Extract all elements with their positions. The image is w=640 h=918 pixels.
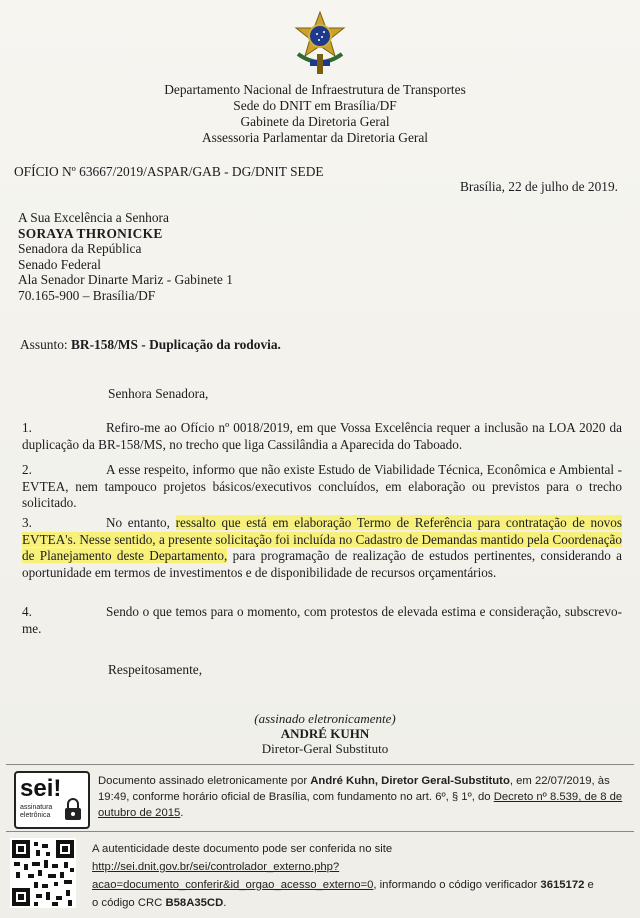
qr-code-icon bbox=[10, 838, 76, 908]
paragraph-text: A esse respeito, informo que não existe Estudo de Viabilidade Técnica, Econômica e Ambiental - EVTEA, nem tampouco projetos básicos/executivos concluídos, em elaboração ou previstos para o trecho solicitado. bbox=[22, 462, 622, 510]
recipient-org: Senado Federal bbox=[18, 256, 101, 272]
paragraph-text: No entanto, bbox=[106, 515, 176, 530]
sei-logo-caption bbox=[20, 804, 52, 820]
subject-label: Assunto: bbox=[20, 337, 68, 352]
sei-text: . bbox=[180, 807, 184, 819]
sei-signer: André Kuhn, Diretor Geral-Substituto bbox=[310, 775, 510, 787]
recipient-name: SORAYA THRONICKE bbox=[18, 225, 163, 241]
lock-icon bbox=[63, 797, 83, 821]
sei-logo bbox=[14, 771, 90, 829]
verification-line: e bbox=[584, 879, 594, 891]
verification-text bbox=[92, 840, 632, 912]
recipient-block bbox=[18, 210, 233, 303]
verification-line: A autenticidade deste documento pode ser conferida no site bbox=[92, 843, 393, 855]
signer-title: Diretor-Geral Substituto bbox=[261, 741, 389, 756]
highlighted-text: ressalto que está em elaboração Termo de Referência para contratação de novos EVTEA's. Nesse sentido, a presente solicitação foi incluída no Cadastro de Demandas mantido pela Coordenação de Planejamento deste Departamento, bbox=[22, 515, 623, 563]
header-line: Gabinete da Diretoria Geral bbox=[240, 114, 390, 129]
paragraph-number: 2. bbox=[22, 462, 32, 477]
letterhead bbox=[150, 82, 480, 146]
paragraph-text: Sendo o que temos para o momento, com protestos de elevada estima e consideração, subscrevo-me. bbox=[22, 604, 622, 636]
paragraph-1 bbox=[22, 420, 622, 453]
letter-date: Brasília, 22 de julho de 2019. bbox=[459, 179, 618, 194]
brazil-coat-of-arms-icon bbox=[290, 10, 350, 80]
signature-note: (assinado eletronicamente) bbox=[254, 711, 396, 726]
subject-line bbox=[20, 337, 281, 353]
paragraph-3 bbox=[22, 515, 622, 581]
paragraph-text: para programação de realização de estudos pertinentes, considerando a oportunidade em termos de investimentos e de disponibilidade de recursos orçamentários. bbox=[22, 548, 622, 580]
decree-link[interactable]: Decreto nº 8.539, de 8 de outubro de 2015 bbox=[98, 791, 623, 819]
header-line: Departamento Nacional de Infraestrutura de Transportes bbox=[164, 82, 466, 97]
oficio-number: OFÍCIO Nº 63667/2019/ASPAR/GAB - DG/DNIT SEDE bbox=[14, 164, 324, 179]
sei-signature-box bbox=[6, 764, 634, 832]
recipient-address: Ala Senador Dinarte Mariz - Gabinete 1 bbox=[18, 272, 233, 287]
paragraph-text: Refiro-me ao Ofício nº 0018/2019, em que Vossa Excelência requer a inclusão na LOA 2020 da duplicação da BR-158/MS, no trecho que liga Cassilândia a Aparecida do Taboado. bbox=[22, 420, 622, 452]
verification-code: 3615172 bbox=[540, 879, 585, 891]
verification-line: o código CRC bbox=[92, 897, 166, 909]
closing: Respeitosamente, bbox=[108, 662, 203, 677]
paragraph-number: 1. bbox=[22, 420, 32, 435]
paragraph-number: 3. bbox=[22, 515, 32, 530]
sei-signature-text bbox=[98, 773, 630, 821]
signer-name: ANDRÉ KUHN bbox=[280, 726, 370, 741]
subject-text: BR-158/MS - Duplicação da rodovia. bbox=[70, 337, 281, 352]
paragraph-4 bbox=[22, 604, 622, 637]
verification-line: . bbox=[223, 897, 227, 909]
sei-text: , em 22/07/2019, às 19:49, conforme horário oficial de Brasília, com fundamento no art. 6º, § 1º, do bbox=[98, 775, 610, 803]
signature-block bbox=[215, 711, 435, 756]
paragraph-number: 4. bbox=[22, 604, 32, 619]
verification-link[interactable]: http://sei.dnit.gov.br/sei/controlador_externo.php? bbox=[92, 861, 340, 873]
verification-link[interactable]: acao=documento_conferir&id_orgao_acesso_externo=0 bbox=[92, 879, 374, 891]
verification-line: , informando o código verificador bbox=[373, 879, 541, 891]
sei-logo-caption-line: eletrônica bbox=[20, 812, 51, 819]
recipient-zip: 70.165-900 – Brasília/DF bbox=[18, 287, 156, 303]
greeting: Senhora Senadora, bbox=[108, 386, 209, 401]
header-line: Assessoria Parlamentar da Diretoria Geral bbox=[201, 130, 429, 145]
header-line: Sede do DNIT em Brasília/DF bbox=[233, 98, 397, 113]
sei-text: Documento assinado eletronicamente por bbox=[98, 775, 311, 787]
crc-code: B58A35CD bbox=[165, 897, 224, 909]
recipient-salutation: A Sua Excelência a Senhora bbox=[18, 210, 169, 225]
paragraph-2 bbox=[22, 462, 622, 512]
recipient-role: Senadora da República bbox=[18, 241, 142, 256]
sei-logo-text: sei! bbox=[20, 775, 62, 802]
sei-logo-caption-line: assinatura bbox=[20, 804, 53, 811]
